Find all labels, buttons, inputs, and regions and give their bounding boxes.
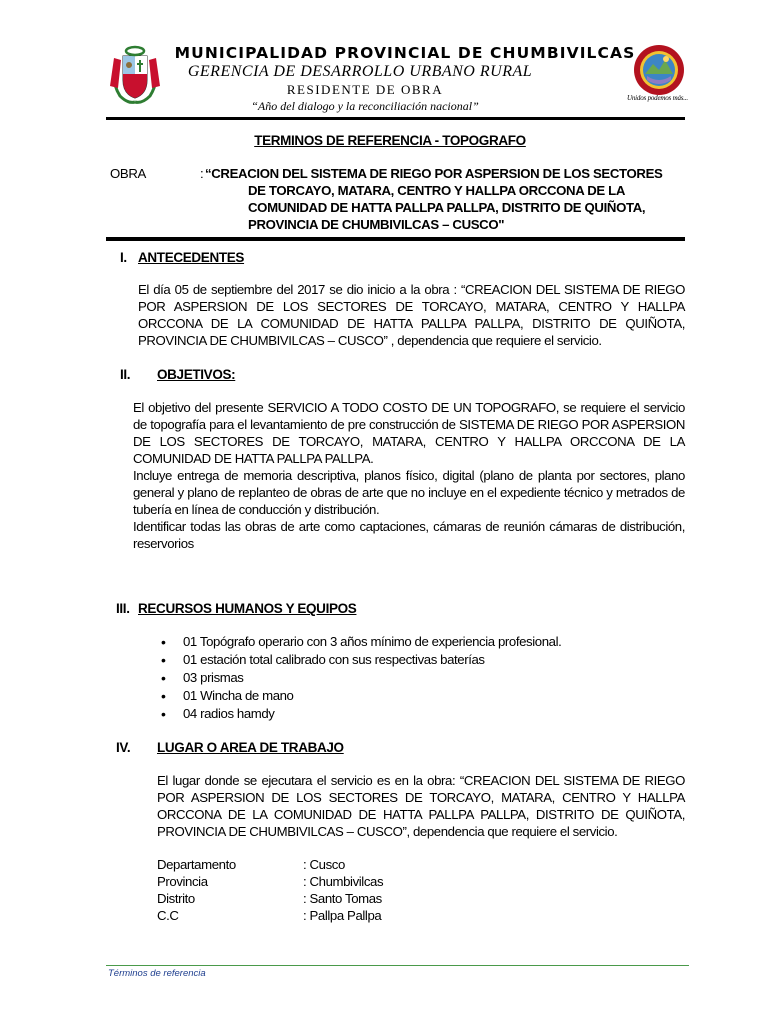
location-value: : Pallpa Pallpa xyxy=(303,908,382,923)
objetivos-paragraph-3: Identificar todas las obras de arte como captaciones, cámaras de reunión cámaras de distribución, reservorios xyxy=(133,519,685,551)
municipality-name: MUNICIPALIDAD PROVINCIAL DE CHUMBIVILCAS xyxy=(174,44,636,62)
location-table xyxy=(157,856,457,924)
year-motto: “Año del dialogo y la reconciliación nacional” xyxy=(251,99,479,113)
header-rule xyxy=(106,117,685,120)
location-value: : Chumbivilcas xyxy=(303,874,384,889)
objetivos-paragraph-2: Incluye entrega de memoria descriptiva, planos físico, digital (plano de planta por sectores, plano general y plano de replanteo de obras de arte que no incluye en el expediente técnico y metrados de tubería en línea de conducción y distribución. xyxy=(133,468,685,517)
role-title: RESIDENTE DE OBRA xyxy=(286,82,444,97)
obra-title-line-2: DE TORCAYO, MATARA, CENTRO Y HALLPA ORCCONA DE LA xyxy=(248,183,626,198)
document-title: TERMINOS DE REFERENCIA - TOPOGRAFO xyxy=(254,133,526,148)
location-row-cc xyxy=(157,907,457,924)
list-item: • 01 estación total calibrado con sus respectivas baterías xyxy=(157,651,677,669)
section-ii-number: II. xyxy=(120,367,131,382)
location-label: Provincia xyxy=(157,874,208,889)
obra-title-line-1: “CREACION DEL SISTEMA DE RIEGO POR ASPERSION DE LOS SECTORES xyxy=(205,166,663,181)
footer-text: Términos de referencia xyxy=(108,968,206,979)
objetivos-paragraph-1: El objetivo del presente SERVICIO A TODO COSTO DE UN TOPOGRAFO, se requiere el servicio de topografía para el levantamiento de pre construcción de SISTEMA DE RIEGO POR ASPERSION DE LOS SECTORES DE TORCAYO, MATARA, CENTRO Y HALLPA ORCCONA DE LA COMUNIDAD DE HATTA PALLPA PALLPA. xyxy=(133,400,685,466)
antecedentes-paragraph: El día 05 de septiembre del 2017 se dio inicio a la obra : “CREACION DEL SISTEMA DE RIEGO POR ASPERSION DE LOS SECTORES DE TORCAYO, MATARA, CENTRO Y HALLPA ORCCONA DE LA COMUNIDAD DE HATTA PALLPA PALLPA, DISTRITO DE QUIÑOTA, PROVINCIA DE CHUMBIVILCAS – CUSCO” , dependencia que requiere el servicio. xyxy=(138,282,685,348)
obra-label: OBRA xyxy=(110,166,146,181)
location-row-distrito xyxy=(157,890,457,907)
location-label: C.C xyxy=(157,908,179,923)
location-label: Distrito xyxy=(157,891,195,906)
section-ii-title: OBJETIVOS: xyxy=(157,367,236,382)
department-name: GERENCIA DE DESARROLLO URBANO RURAL xyxy=(187,63,533,80)
location-value: : Santo Tomas xyxy=(303,891,382,906)
objetivos-body xyxy=(133,399,685,552)
obra-rule xyxy=(106,237,685,241)
location-label: Departamento xyxy=(157,857,236,872)
list-item: • 01 Wincha de mano xyxy=(157,687,677,705)
section-i-title: ANTECEDENTES xyxy=(138,250,245,265)
location-row-provincia xyxy=(157,873,457,890)
location-value: : Cusco xyxy=(303,857,345,872)
list-item: • 04 radios hamdy xyxy=(157,705,677,723)
section-iii-title: RECURSOS HUMANOS Y EQUIPOS xyxy=(138,601,357,616)
lugar-paragraph: El lugar donde se ejecutara el servicio es en la obra: “CREACION DEL SISTEMA DE RIEGO POR ASPERSION DE LOS SECTORES DE TORCAYO, MATARA, CENTRO Y HALLPA ORCCONA DE LA COMUNIDAD DE HATTA PALLPA PALLPA, DISTRITO DE QUIÑOTA, PROVINCIA DE CHUMBIVILCAS – CUSCO”, dependencia que requiere el servicio. xyxy=(157,773,685,839)
right-logo-caption: Unidos podemos más... xyxy=(627,94,688,102)
list-item: • 01 Topógrafo operario con 3 años mínimo de experiencia profesional. xyxy=(157,633,677,651)
section-i-number: I. xyxy=(120,250,127,265)
obra-title-line-4: PROVINCIA DE CHUMBIVILCAS – CUSCO" xyxy=(248,217,505,232)
list-item: • 03 prismas xyxy=(157,669,677,687)
footer-rule xyxy=(106,965,689,966)
obra-colon: : xyxy=(200,166,204,181)
section-iii-number: III. xyxy=(116,601,130,616)
resources-list xyxy=(157,633,677,723)
obra-title-line-3: COMUNIDAD DE HATTA PALLPA PALLPA, DISTRITO DE QUIÑOTA, xyxy=(248,200,646,215)
section-iv-title: LUGAR O AREA DE TRABAJO xyxy=(157,740,344,755)
right-municipal-seal-logo xyxy=(633,44,685,96)
location-row-departamento xyxy=(157,856,457,873)
section-iv-number: IV. xyxy=(116,740,131,755)
